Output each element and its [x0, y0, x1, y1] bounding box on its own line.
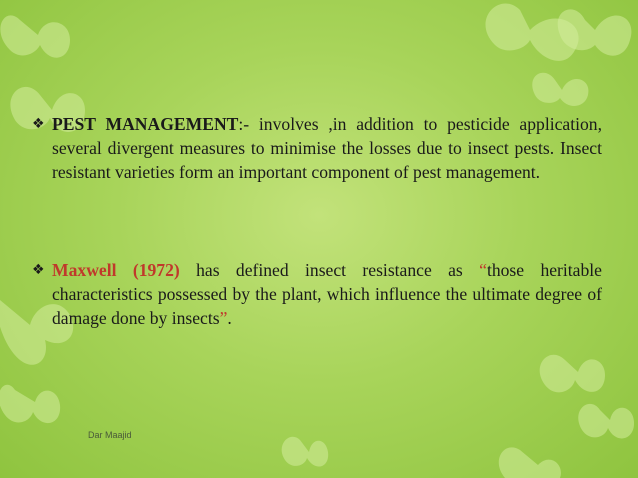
open-quote: “: [479, 260, 487, 280]
butterfly-shape: [0, 385, 60, 423]
diamond-bullet-icon: ❖: [32, 262, 45, 278]
bullet-text: [32, 258, 602, 330]
bullet-end: .: [227, 308, 232, 328]
bullet-body: has defined insect resistance as: [179, 260, 480, 280]
diamond-bullet-icon: ❖: [32, 116, 45, 132]
bullet-lead: PEST MANAGEMENT: [52, 114, 239, 134]
bullet-text: [32, 112, 602, 184]
bullet-pest-management: [32, 112, 602, 184]
butterfly-shape: [578, 404, 634, 439]
butterfly-shape: [540, 355, 605, 393]
quoted-definition: those heritable characteristics possessed by the plant, which influence the ultimate degree of damage done by insects: [52, 260, 602, 328]
butterfly-shape: [499, 447, 561, 478]
butterfly-shape: [0, 15, 70, 57]
citation-author: Maxwell (1972): [52, 260, 180, 280]
bullet-body: :- involves ,in addition to pesticide application, several divergent measures to minimise the losses due to insect pests. Insect resistant varieties form an important component of pest management.: [52, 114, 602, 182]
butterfly-shape: [532, 73, 588, 106]
bullet-maxwell-definition: [32, 258, 602, 330]
butterfly-shape: [282, 437, 328, 467]
footer-author: Dar Maajid: [88, 430, 132, 440]
close-quote: ”: [219, 308, 228, 328]
